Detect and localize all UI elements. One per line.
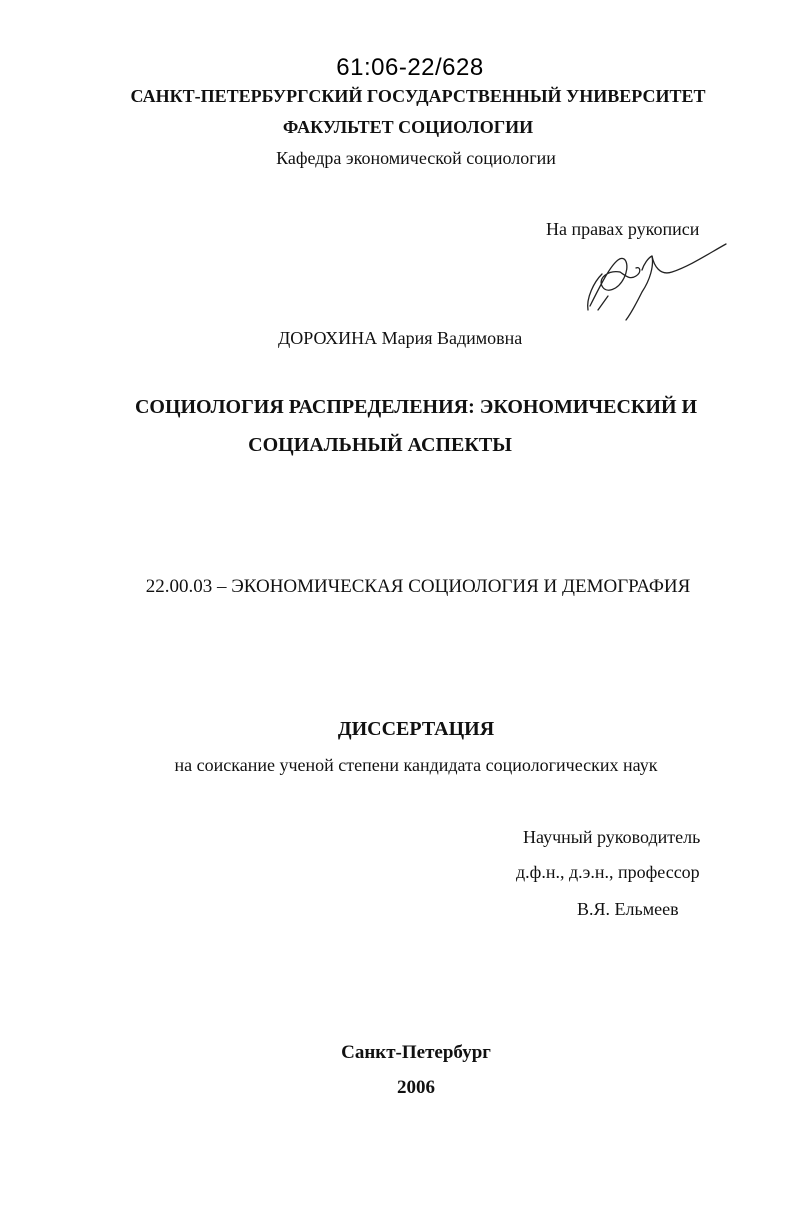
- catalog-number: 61:06-22/628: [336, 54, 484, 81]
- manuscript-note: На правах рукописи: [546, 219, 700, 239]
- advisor-credentials: д.ф.н., д.э.н., профессор: [516, 862, 700, 882]
- advisor-name: В.Я. Ельмеев: [577, 899, 679, 919]
- document-type: ДИССЕРТАЦИЯ: [337, 718, 495, 740]
- advisor-role: Научный руководитель: [523, 827, 701, 847]
- thesis-title-line1: СОЦИОЛОГИЯ РАСПРЕДЕЛЕНИЯ: ЭКОНОМИЧЕСКИЙ И: [134, 396, 698, 418]
- thesis-title-line2: СОЦИАЛЬНЫЙ АСПЕКТЫ: [248, 434, 512, 456]
- specialty-code: 22.00.03 – ЭКОНОМИЧЕСКАЯ СОЦИОЛОГИЯ И ДЕМОГРАФИЯ: [145, 576, 691, 597]
- author-name: ДОРОХИНА Мария Вадимовна: [278, 328, 523, 348]
- faculty-name: ФАКУЛЬТЕТ СОЦИОЛОГИИ: [282, 117, 534, 137]
- signature-icon: [580, 236, 730, 326]
- department-name: Кафедра экономической социологии: [276, 148, 556, 168]
- degree-description: на соискание ученой степени кандидата социологических наук: [174, 755, 658, 775]
- university-name: САНКТ-ПЕТЕРБУРГСКИЙ ГОСУДАРСТВЕННЫЙ УНИВЕРСИТЕТ: [130, 86, 706, 106]
- year: 2006: [397, 1077, 435, 1098]
- city: Санкт-Петербург: [341, 1042, 491, 1063]
